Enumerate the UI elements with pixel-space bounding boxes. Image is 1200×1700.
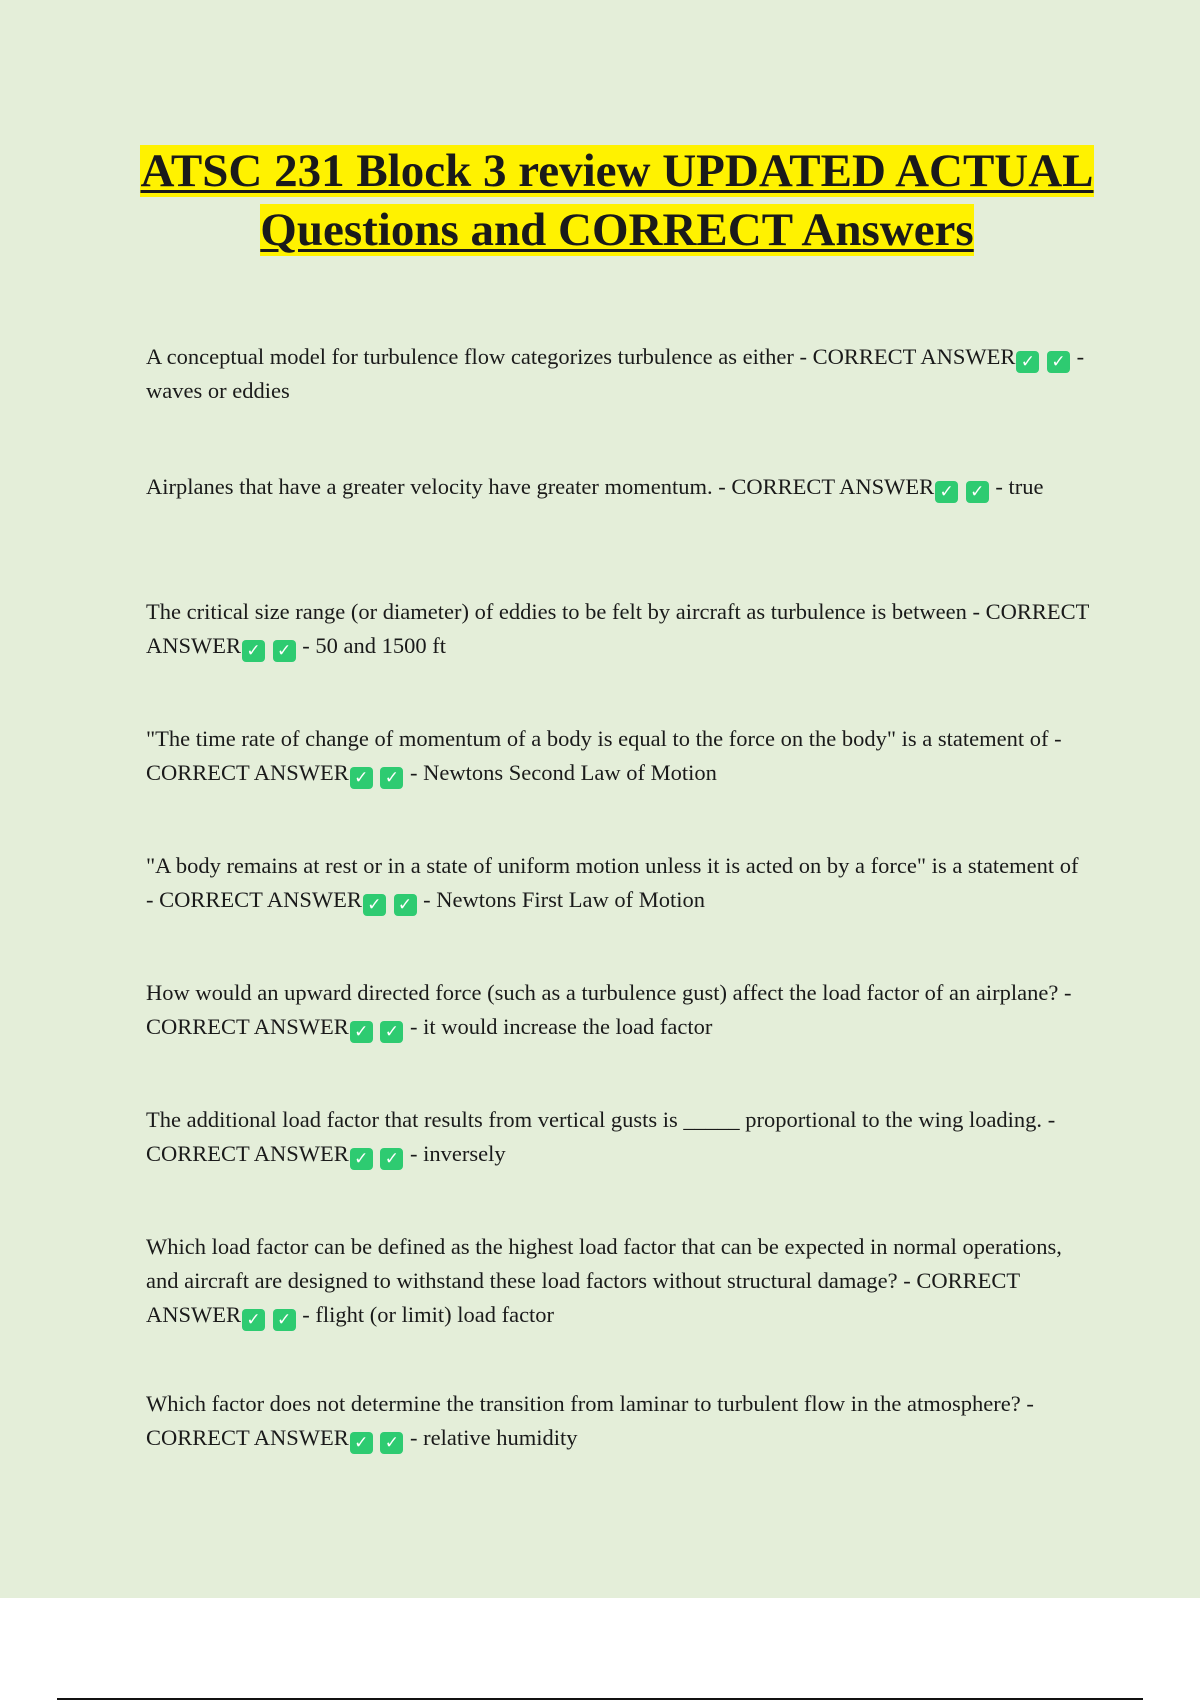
answer-marker: CORRECT ANSWER	[146, 599, 1089, 658]
check-mark-icon: ✓	[380, 1148, 403, 1170]
check-mark-icon: ✓	[350, 1148, 373, 1170]
answer-text: 50 and 1500 ft	[315, 633, 446, 658]
question-text: The additional load factor that results from vertical gusts is _____ proportional to the wing loading.	[146, 1107, 1043, 1132]
page-title	[120, 142, 1114, 260]
qa-item-8: Which load factor can be defined as the highest load factor that can be expected in normal operations, and aircraft are designed to withstand these load factors without structural damage? - CORRECT ANSWER ✓ ✓ - flight (or limit) load factor	[146, 1234, 1062, 1330]
question-text: Which load factor can be defined as the highest load factor that can be expected in normal operations, and aircraft are designed to withstand these load factors without structural damage?	[146, 1234, 1062, 1293]
qa-item-5: "A body remains at rest or in a state of uniform motion unless it is acted on by a force" is a statement of - CORRECT ANSWER ✓ ✓ - Newtons First Law of Motion	[146, 853, 1079, 915]
answer-text: relative humidity	[423, 1425, 578, 1450]
qa-item-6: How would an upward directed force (such as a turbulence gust) affect the load factor of an airplane? - CORRECT ANSWER ✓ ✓ - it would increase the load factor	[146, 980, 1072, 1042]
question-text: How would an upward directed force (such as a turbulence gust) affect the load factor of an airplane?	[146, 980, 1059, 1005]
check-mark-icon: ✓	[380, 767, 403, 789]
check-mark-icon: ✓	[380, 1021, 403, 1043]
answer-text: Newtons Second Law of Motion	[423, 760, 717, 785]
question-text: Which factor does not determine the transition from laminar to turbulent flow in the atmosphere?	[146, 1391, 1021, 1416]
qa-item-1: A conceptual model for turbulence flow categorizes turbulence as either - CORRECT ANSWER ✓ ✓ - waves or eddies	[146, 344, 1085, 403]
check-mark-icon: ✓	[242, 640, 265, 662]
question-text: Airplanes that have a greater velocity have greater momentum.	[146, 474, 713, 499]
answer-marker: CORRECT ANSWER	[146, 1425, 349, 1450]
answer-text: inversely	[423, 1141, 506, 1166]
question-text: "The time rate of change of momentum of a body is equal to the force on the body" is a statement of	[146, 726, 1049, 751]
answer-marker: CORRECT ANSWER	[146, 1268, 1020, 1327]
qa-item-7: The additional load factor that results from vertical gusts is _____ proportional to the wing loading. - CORRECT ANSWER ✓ ✓ - inversely	[146, 1107, 1056, 1169]
check-mark-icon: ✓	[966, 481, 989, 503]
answer-marker: CORRECT ANSWER	[812, 344, 1016, 369]
answer-marker: CORRECT ANSWER	[146, 760, 349, 785]
answer-text: flight (or limit) load factor	[315, 1302, 555, 1327]
answer-marker: CORRECT ANSWER	[146, 1141, 349, 1166]
check-mark-icon: ✓	[273, 1309, 296, 1331]
check-mark-icon: ✓	[363, 894, 386, 916]
title-text: ATSC 231 Block 3 review UPDATED ACTUAL Questions and CORRECT Answers	[140, 145, 1094, 256]
check-mark-icon: ✓	[394, 894, 417, 916]
answer-marker: CORRECT ANSWER	[159, 887, 362, 912]
check-mark-icon: ✓	[380, 1432, 403, 1454]
question-text: The critical size range (or diameter) of eddies to be felt by aircraft as turbulence is between	[146, 599, 967, 624]
qa-item-3: The critical size range (or diameter) of eddies to be felt by aircraft as turbulence is between - CORRECT ANSWER ✓ ✓ - 50 and 1500 ft	[146, 599, 1089, 661]
answer-text: Newtons First Law of Motion	[436, 887, 705, 912]
check-mark-icon: ✓	[1016, 351, 1039, 373]
answer-text: true	[1008, 474, 1044, 499]
qa-item-2: Airplanes that have a greater velocity have greater momentum. - CORRECT ANSWER ✓ ✓ - true	[146, 474, 1044, 502]
check-mark-icon: ✓	[350, 1432, 373, 1454]
answer-marker: CORRECT ANSWER	[731, 474, 935, 499]
answer-marker: CORRECT ANSWER	[146, 1014, 349, 1039]
answer-text: it would increase the load factor	[423, 1014, 713, 1039]
answer-text: waves or eddies	[146, 378, 290, 403]
check-mark-icon: ✓	[242, 1309, 265, 1331]
check-mark-icon: ✓	[350, 1021, 373, 1043]
check-mark-icon: ✓	[273, 640, 296, 662]
question-text: "A body remains at rest or in a state of uniform motion unless it is acted on by a force" is a statement of	[146, 853, 1079, 878]
qa-item-9: Which factor does not determine the transition from laminar to turbulent flow in the atmosphere? - CORRECT ANSWER ✓ ✓ - relative humidity	[146, 1391, 1034, 1453]
question-text: A conceptual model for turbulence flow categorizes turbulence as either	[146, 344, 794, 369]
check-mark-icon: ✓	[935, 481, 958, 503]
check-mark-icon: ✓	[350, 767, 373, 789]
check-mark-icon: ✓	[1047, 351, 1070, 373]
qa-item-4: "The time rate of change of momentum of a body is equal to the force on the body" is a statement of - CORRECT ANSWER ✓ ✓ - Newtons Second Law of Motion	[146, 726, 1062, 788]
